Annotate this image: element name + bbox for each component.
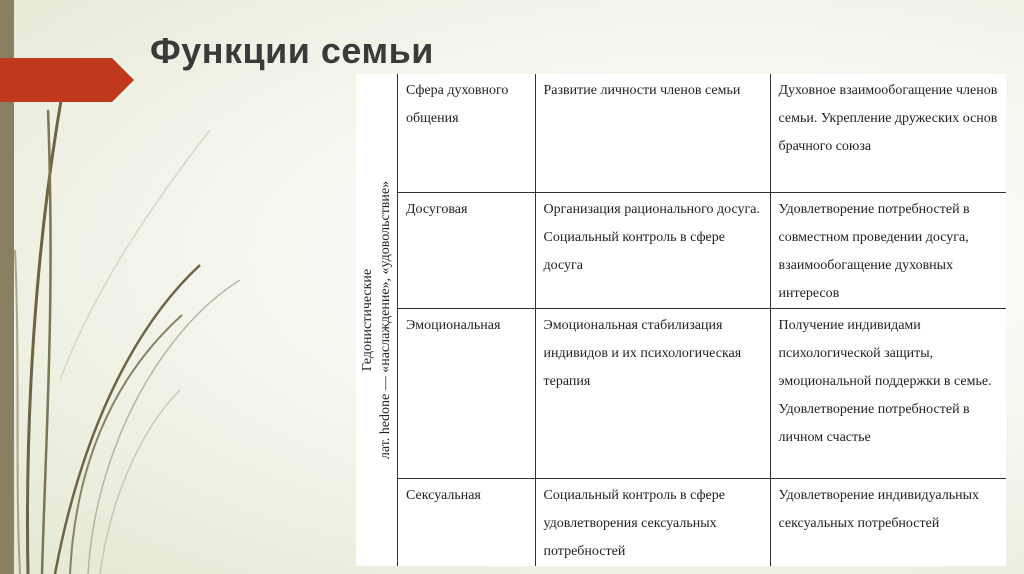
function-name-cell: Сфера духовного общения	[398, 74, 535, 192]
title-accent-arrow	[0, 58, 134, 102]
function-content-cell: Социальный контроль в сфере удовлетворения сексуальных потребностей	[535, 478, 770, 566]
page-title: Функции семьи	[150, 30, 434, 71]
table-row	[398, 74, 1006, 192]
function-result-cell: Удовлетворение индивидуальных сексуальных потребностей	[770, 478, 1006, 566]
function-content-cell: Эмоциональная стабилизация индивидов и их психологическая терапия	[535, 308, 770, 478]
function-result-cell: Духовное взаимообогащение членов семьи. Укрепление дружеских основ брачного союза	[770, 74, 1006, 192]
table-row	[398, 308, 1006, 478]
functions-table	[356, 74, 1006, 566]
function-name-cell: Эмоциональная	[398, 308, 535, 478]
function-name-cell: Досуговая	[398, 192, 535, 308]
side-category-label	[356, 74, 398, 566]
table-row	[398, 192, 1006, 308]
side-label-line1: Гедонистические	[360, 268, 375, 372]
functions-table-grid	[398, 74, 1006, 566]
function-name-cell: Сексуальная	[398, 478, 535, 566]
table-row	[398, 478, 1006, 566]
function-result-cell: Получение индивидами психологической защиты, эмоциональной поддержки в семье. Удовлетворение потребностей в личном счастье	[770, 308, 1006, 478]
function-result-cell: Удовлетворение потребностей в совместном проведении досуга, взаимообогащение духовных интересов	[770, 192, 1006, 308]
function-content-cell: Развитие личности членов семьи	[535, 74, 770, 192]
function-content-cell: Организация рационального досуга. Социальный контроль в сфере досуга	[535, 192, 770, 308]
side-label-line2: лат. hedone — «наслаждение», «удовольствие»	[378, 180, 393, 460]
